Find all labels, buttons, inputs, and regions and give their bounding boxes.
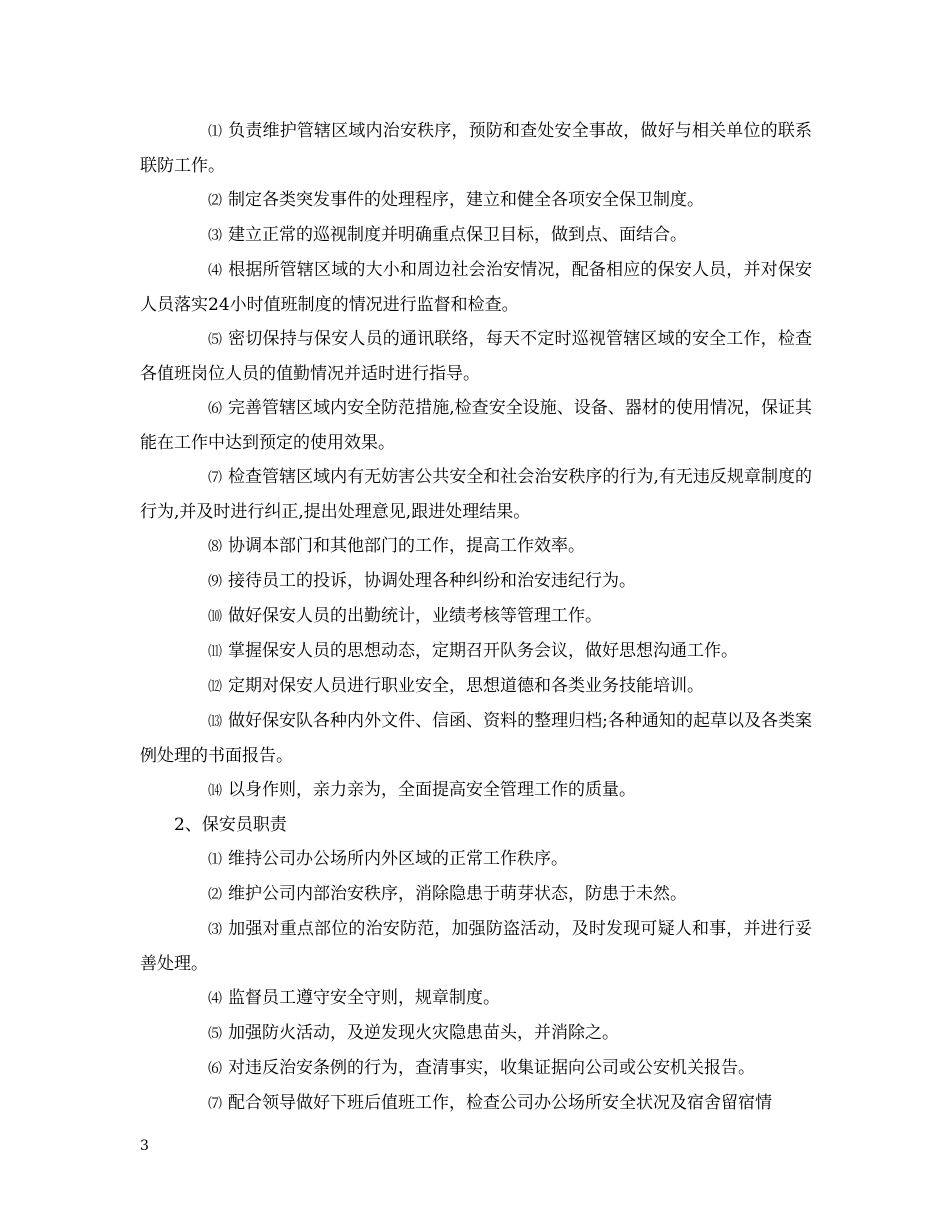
paragraph-text: 制定各类突发事件的处理程序，建立和健全各项安全保卫制度。 [228,190,704,210]
item-number: ⑵ [208,887,222,903]
paragraph-text: 以身作则，亲力亲为，全面提高安全管理工作的质量。 [228,780,636,800]
paragraph-text: 根据所管辖区域的大小和周边社会治安情况，配备相应的保安人员，并对保安人员落实24小时值班制度的情况进行监督和检查。 [140,260,812,315]
paragraph-text: 监督员工遵守安全守则，规章制度。 [228,988,500,1008]
item-number: ⑺ [208,470,222,486]
section-heading-text: 2、保安员职责 [174,815,287,835]
item-number: ⑼ [208,574,222,590]
item-number: ⑷ [208,991,222,1007]
paragraph [140,1086,812,1121]
item-number: ⑾ [208,644,222,660]
item-number: ⑽ [208,609,222,625]
paragraph [140,877,812,912]
paragraph-text: 配合领导做好下班后值班工作，检查公司办公场所安全状况及宿舍留宿情 [228,1093,772,1113]
item-number: ⒁ [208,783,222,799]
item-number: ⑻ [208,539,222,555]
item-number: ⑶ [208,228,222,244]
paragraph [140,912,812,981]
item-number: ⑶ [208,922,222,938]
paragraph-text: 负责维护管辖区域内治安秩序，预防和查处安全事故，做好与相关单位的联系联防工作。 [140,121,812,176]
paragraph [140,114,812,183]
item-number: ⒀ [208,714,222,730]
item-number: ⑴ [208,852,222,868]
paragraph-text: 定期对保安人员进行职业安全，思想道德和各类业务技能培训。 [228,676,704,696]
paragraph-text: 密切保持与保安人员的通讯联络，每天不定时巡视管辖区域的安全工作，检查各值班岗位人员的值勤情况并适时进行指导。 [140,329,812,384]
item-number: ⑺ [208,1096,222,1112]
item-number: ⑹ [208,1061,222,1077]
item-number: ⑸ [208,332,222,348]
paragraph [140,704,812,773]
item-number: ⑴ [208,124,222,140]
paragraph-text: 协调本部门和其他部门的工作，提高工作效率。 [228,536,585,556]
paragraph [140,1051,812,1086]
paragraph [140,842,812,877]
paragraph-text: 掌握保安人员的思想动态，定期召开队务会议，做好思想沟通工作。 [228,641,738,661]
paragraph-text: 加强对重点部位的治安防范，加强防盗活动，及时发现可疑人和事，并进行妥善处理。 [140,919,812,974]
paragraph [140,529,812,564]
paragraph [140,218,812,253]
paragraph [140,599,812,634]
paragraph [140,981,812,1016]
paragraph [140,773,812,808]
paragraph [140,253,812,322]
paragraph [140,460,812,529]
paragraph-text: 对违反治安条例的行为，查清事实，收集证据向公司或公安机关报告。 [228,1058,755,1078]
paragraph-text: 维持公司办公场所内外区域的正常工作秩序。 [228,849,568,869]
paragraph-text: 接待员工的投诉，协调处理各种纠纷和治安违纪行为。 [228,571,636,591]
paragraph [140,634,812,669]
paragraph [140,183,812,218]
paragraph-text: 完善管辖区域内安全防范措施,检查安全设施、设备、器材的使用情况，保证其能在工作中达到预定的使用效果。 [140,398,812,453]
paragraph [140,564,812,599]
item-number: ⑸ [208,1026,222,1042]
paragraph-text: 建立正常的巡视制度并明确重点保卫目标，做到点、面结合。 [228,225,687,245]
section-heading [140,808,812,842]
paragraph-text: 加强防火活动，及逆发现火灾隐患苗头，并消除之。 [228,1023,619,1043]
paragraph-text: 维护公司内部治安秩序，消除隐患于萌芽状态，防患于未然。 [228,884,687,904]
item-number: ⑹ [208,401,222,417]
item-number: ⑷ [208,263,222,279]
paragraph [140,669,812,704]
paragraph-text: 检查管辖区域内有无妨害公共安全和社会治安秩序的行为,有无违反规章制度的行为,并及时进行纠正,提出处理意见,跟进处理结果。 [140,467,812,522]
item-number: ⑿ [208,679,222,695]
document-body [140,114,812,1121]
paragraph-text: 做好保安人员的出勤统计，业绩考核等管理工作。 [228,606,602,626]
paragraph [140,322,812,391]
page-number: 3 [140,1138,149,1154]
paragraph [140,1016,812,1051]
item-number: ⑵ [208,193,222,209]
paragraph-text: 做好保安队各种内外文件、信函、资料的整理归档;各种通知的起草以及各类案例处理的书面报告。 [140,711,812,766]
paragraph [140,391,812,460]
